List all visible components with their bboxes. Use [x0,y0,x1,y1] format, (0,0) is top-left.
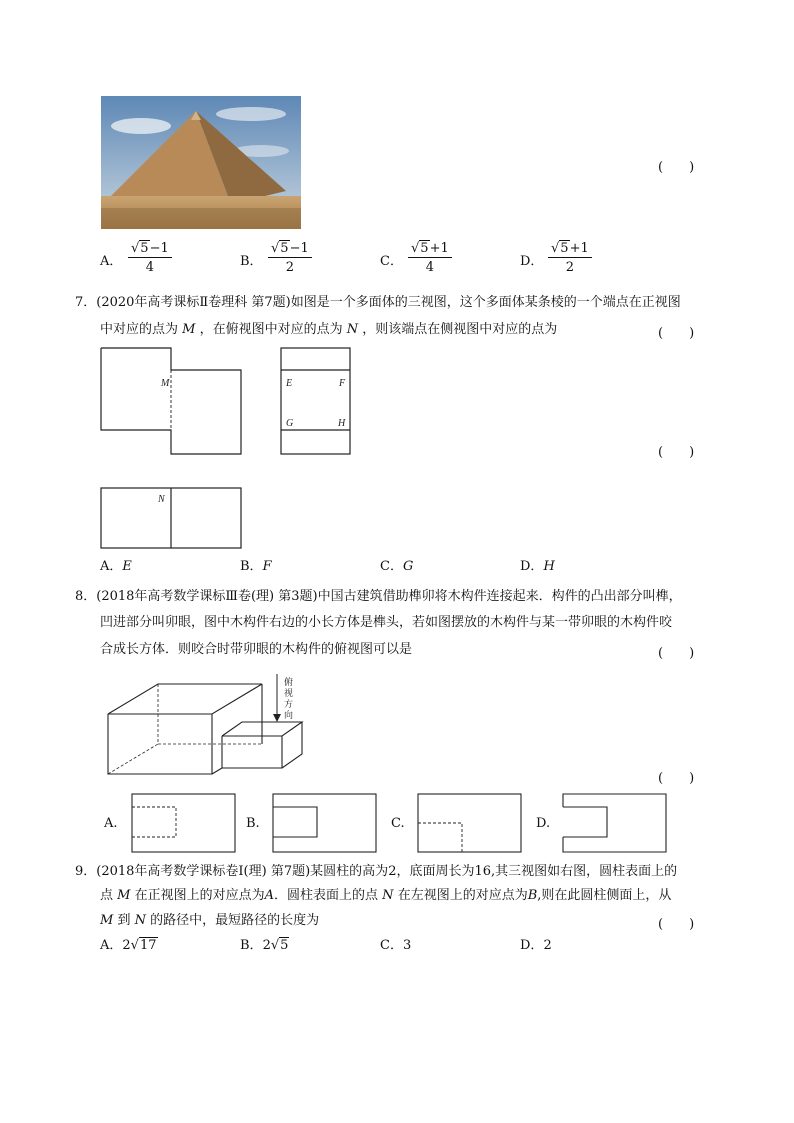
q8-option-b-label[interactable]: B. [246,816,260,831]
q6-choice-a-fraction: $\frac{√5-1}{4}$ [128,241,172,275]
pyramid-photo [101,96,301,229]
q7-label-h: H [338,418,346,429]
choice-coef: 2 [262,938,271,953]
q9-point-m: M [117,888,131,903]
q9-l3d: 的路径中，最短路径的长度为 [150,913,320,928]
q8-option-c-label[interactable]: C. [391,816,405,831]
q9-l2c: ．圆柱表面上的点 [274,888,379,903]
q7-side-view [281,348,350,454]
q9-height: 2 [388,864,397,879]
q6-choice-b-letter[interactable]: B． [240,254,263,269]
q8-arrow-label-2: 视 [284,688,294,698]
q8-option-a-label[interactable]: A. [104,816,118,831]
q8-line1: 8．(2018年高考数学课标Ⅲ卷(理) 第3题)中国古建筑借助榫卯将木构件连接起来．构件的凸出部分叫榫， [75,589,682,604]
q8-option-a-figure[interactable] [131,793,236,853]
q6-choice-c-fraction: $\frac{√5+1}{4}$ [408,241,452,275]
num-rest: −1 [289,241,309,256]
choice-letter: D． [520,938,544,953]
q9-point-a: A [264,888,275,903]
q6-choice-a-letter[interactable]: A． [100,254,123,269]
q9-l1c: ,其三视图如右图，圆柱表面上的 [491,864,678,879]
choice-letter: B． [240,938,263,953]
choice-value: 3 [402,938,412,953]
q7-choice-a[interactable] [100,559,132,575]
q9-choice-b[interactable]: B．2√5 [240,938,289,953]
q9-l2b: 在正视图上的对应点为 [134,888,265,903]
q9-point-n: N [382,888,394,903]
q7-line2a: 中对应的点为 [100,322,179,337]
q9-choice-a[interactable]: A．2√17 [100,938,157,953]
q9-line3 [100,913,319,929]
q8-line2: 凹进部分叫卯眼，图中木构件右边的小长方体是榫头，若如图摆放的木构件与某一带卯眼的木构件咬 [100,615,673,630]
q7-choice-c[interactable] [380,559,413,575]
q7-label-m: M [161,378,170,389]
radicand: 5 [140,241,149,256]
denominator: 4 [145,260,155,275]
choice-letter: A． [100,559,123,574]
denominator: 4 [425,260,435,275]
q8-option-d-figure[interactable] [562,793,667,853]
choice-letter: C． [380,938,403,953]
q8-arrow-label-3: 方 [284,699,294,709]
q9-l3b: 到 [117,913,131,928]
q7-choice-d[interactable] [520,559,555,575]
q6-choice-b-fraction: $\frac{√5-1}{2}$ [268,241,312,275]
q7-answer-paren[interactable]: ( ) [658,326,695,341]
num-rest: +1 [569,241,589,256]
q9-choice-c[interactable] [380,938,411,954]
q8-option-d-label[interactable]: D. [536,816,551,831]
q6-answer-paren[interactable]: ( ) [658,160,695,175]
q7-line2b: ，在俯视图中对应的点为 [199,322,343,337]
q8-arrow-label-4: 向 [284,710,294,720]
q7-label-g: G [286,418,294,429]
q7-choice-b[interactable] [240,559,272,575]
q9-l1a: 9．(2018年高考数学课标卷Ⅰ(理) 第7题)某圆柱的高为 [75,864,389,879]
q6-choice-d-fraction: $\frac{√5+1}{2}$ [548,241,592,275]
q9-line2 [100,888,671,904]
radicand: 5 [280,241,289,256]
q8-arrow-label-1: 俯 [284,677,294,687]
num-rest: −1 [149,241,169,256]
choice-value: G [402,559,414,574]
q7-label-n: N [158,494,165,505]
q9-circumference: 16 [474,864,492,879]
num-rest: +1 [429,241,449,256]
q9-l2a: 点 [100,888,114,903]
q8-answer-paren-2[interactable]: ( ) [658,771,695,786]
q8-option-c-figure[interactable] [417,793,522,853]
q9-l2d: 在左视图上的对应点为 [397,888,528,903]
choice-letter: C． [380,559,403,574]
choice-value: H [543,559,555,574]
q9-l1b: ，底面周长为 [396,864,475,879]
q7-three-view-figure [95,342,360,554]
q7-answer-paren-2[interactable]: ( ) [658,445,695,460]
q7-line2 [100,322,557,338]
q9-answer-paren[interactable]: ( ) [658,917,695,932]
choice-letter: B． [240,559,263,574]
radicand: 5 [420,241,429,256]
q9-point-b: B [527,888,538,903]
q9-l3-m: M [100,913,114,928]
radicand: 5 [560,241,569,256]
q8-answer-paren[interactable]: ( ) [658,646,695,661]
q7-point-n: N [346,322,359,337]
choice-value: F [262,559,272,574]
choice-value: E [122,559,132,574]
choice-letter: A． [100,938,123,953]
choice-value: 2 [543,938,552,953]
choice-letter: D． [520,559,544,574]
q9-l3-n: N [134,913,146,928]
q7-line2c: ，则该端点在侧视图中对应的点为 [362,322,558,337]
choice-radicand: 5 [280,938,289,953]
choice-radicand: 17 [139,938,157,953]
q7-line1: 7．(2020年高考课标Ⅱ卷理科 第7题)如图是一个多面体的三视图，这个多面体某条棱的一个端点在正视图 [75,295,681,310]
q7-label-f: F [339,378,346,389]
denominator: 2 [565,260,575,275]
q6-choice-d-letter[interactable]: D． [520,254,544,269]
q9-line1 [75,864,677,880]
choice-coef: 2 [122,938,131,953]
q9-choice-d[interactable] [520,938,552,954]
q8-option-b-figure[interactable] [272,793,377,853]
q7-point-m: M [182,322,196,337]
q6-choice-c-letter[interactable]: C． [380,254,403,269]
denominator: 2 [285,260,295,275]
q7-label-e: E [286,378,293,389]
q8-wood-block-figure [100,670,310,780]
q8-line3: 合成长方体．则咬合时带卯眼的木构件的俯视图可以是 [100,642,413,657]
q9-l2e: ,则在此圆柱侧面上，从 [537,888,672,903]
